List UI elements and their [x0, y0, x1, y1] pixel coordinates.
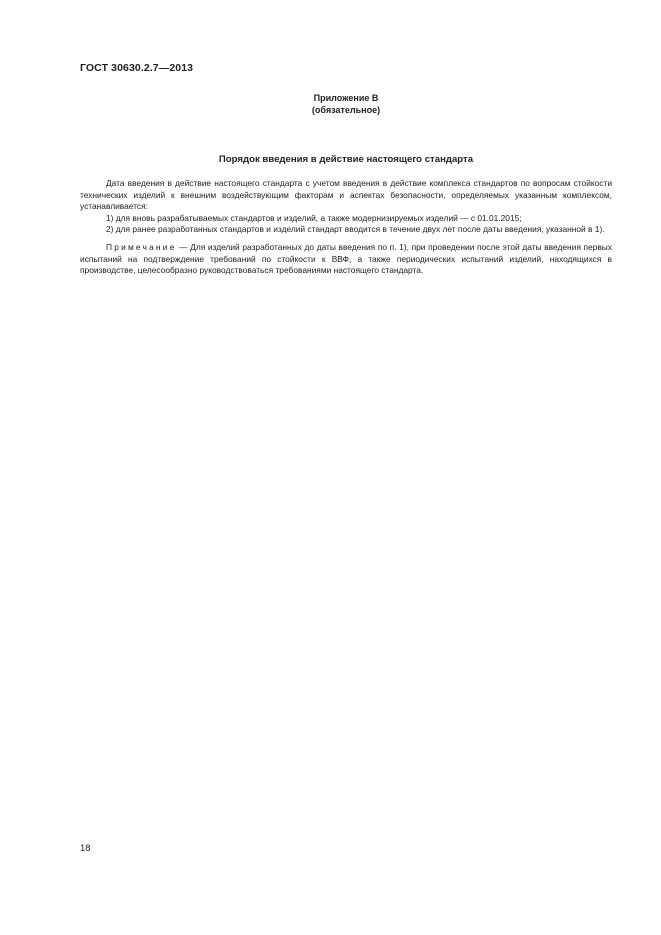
section-title: Порядок введения в действие настоящего стандарта	[218, 154, 474, 165]
page-number: 18	[80, 843, 91, 854]
annex-title: Приложение В	[313, 93, 379, 103]
list-item-1: 1) для вновь разрабатываемых стандартов и изделий, а также модернизируемых изделий — с 01.01.2015;	[106, 212, 522, 223]
document-code-header: ГОСТ 30630.2.7—2013	[80, 62, 194, 74]
annex-status: (обязательное)	[311, 105, 381, 115]
note-text: — Для изделий разработанных до даты введения по п. 1), при проведении после этой даты введения первых испытаний на подтверждение требований по стойкости к ВВФ, а также периодических испытаний изделий, находящихся в производстве, целесообразно руководствоваться требованиями настоящего стандарта.	[80, 241, 612, 276]
intro-paragraph: Дата введения в действие настоящего стандарта с учетом введения в действие комплекса стандартов по вопросам стойкости технических изделий к внешним воздействующим факторам и аспектах безопасности, определяемых указанным комплексом, устанавливается:	[80, 178, 612, 212]
annex-heading	[80, 92, 612, 116]
body-text	[80, 178, 612, 277]
note-label: Примечание	[106, 241, 177, 252]
list-item-2: 2) для ранее разработанных стандартов и изделий стандарт вводится в течение двух лет после даты введения, указанной в 1).	[106, 224, 605, 235]
note-paragraph	[80, 242, 612, 277]
